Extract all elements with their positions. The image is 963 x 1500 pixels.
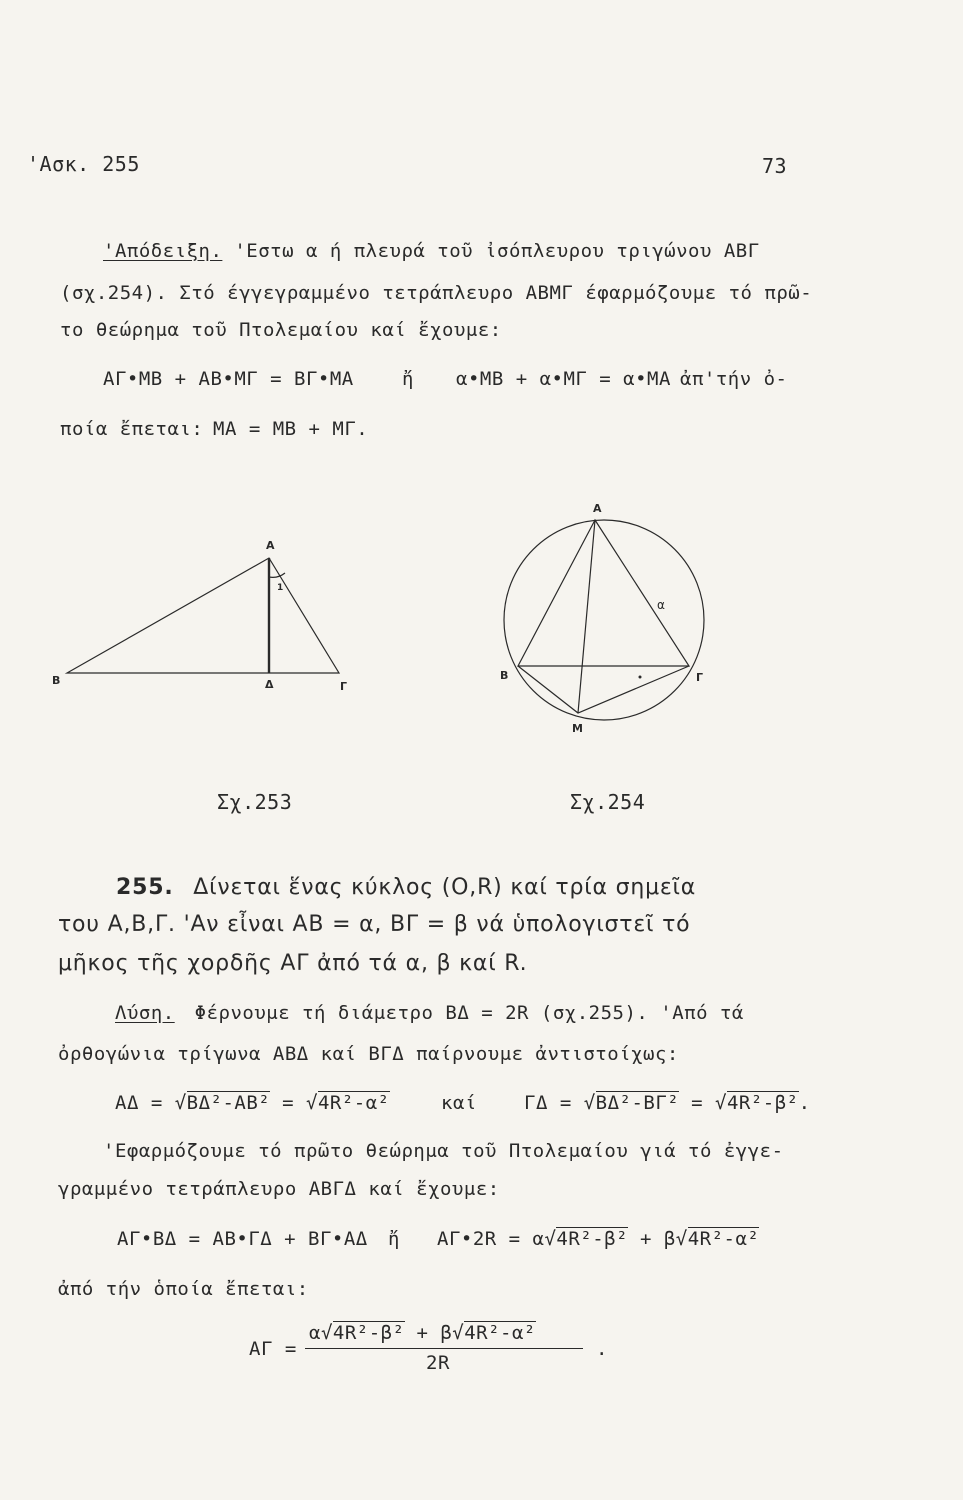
final-num-radicand-1: 4R²-β²: [332, 1322, 405, 1344]
eq1-mid2: = √: [679, 1092, 727, 1114]
solution-line-5: γραμμένο τετράπλευρο ΑΒΓΔ καί ἔχουμε:: [58, 1178, 500, 1200]
proof-eq-tail: ἀπ'τήν ὀ-: [680, 368, 788, 390]
final-end: .: [596, 1338, 608, 1360]
dot-mark: [639, 676, 642, 679]
solution-eq-2-right: [437, 1228, 759, 1250]
fig254-label-m: M: [572, 722, 583, 735]
eq2-right-a: ΑΓ•2R = α√: [437, 1228, 557, 1250]
solution-eq-2-left: ΑΓ•ΒΔ = ΑΒ•ΓΔ + ΒΓ•ΑΔ: [117, 1228, 368, 1250]
caption-fig254: Σχ.254: [570, 790, 646, 814]
proof-line-3: το θεώρημα τοῦ Πτολεμαίου καί ἔχουμε:: [60, 319, 502, 341]
figure-253: [67, 558, 339, 673]
final-num-a: α√: [309, 1322, 333, 1344]
problem-text-1: Δίνεται ἕνας κύκλος (Ο,R) καί τρία σημεῖα: [193, 875, 697, 900]
eq1-radicand-4: 4R²-β²: [726, 1092, 799, 1114]
eq2-radicand-2: 4R²-α²: [687, 1228, 760, 1250]
final-lhs: ΑΓ =: [249, 1338, 297, 1360]
eq1-end: .: [798, 1092, 811, 1114]
solution-eq-2-or: ἤ: [388, 1228, 400, 1250]
eq1-radicand-2: 4R²-α²: [317, 1092, 390, 1114]
proof-line-2: (σχ.254). Στό έγγεγραμμένο τετράπλευρο ΑΒΜΓ έφαρμόζουμε τό πρῶ-: [60, 282, 813, 304]
solution-eq-1: [115, 1092, 390, 1114]
solution-eq-1-and: καί: [441, 1092, 477, 1114]
circumcircle: [504, 520, 704, 720]
solution-line-4: 'Εφαρμόζουμε τό πρῶτο θεώρημα τοῦ Πτολεμαίου γιά τό ἐγγε-: [103, 1140, 784, 1162]
fig254-label-g: Γ: [696, 671, 704, 684]
fig254-label-a-side: α: [657, 598, 665, 612]
final-fraction-bar: [305, 1348, 583, 1349]
chord-am: [578, 520, 595, 713]
solution-line-7: ἀπό τήν ὁποία ἔπεται:: [58, 1278, 309, 1300]
problem-line-3: μῆκος τῆς χορδῆς ΑΓ ἀπό τά α, β καί R.: [58, 951, 528, 976]
fig254-label-a: A: [593, 502, 602, 515]
eq1-radicand-1: ΒΔ²-ΑΒ²: [186, 1092, 271, 1114]
final-num-plus: + β√: [404, 1322, 465, 1344]
solution-label: Λύση.: [115, 1002, 175, 1024]
fig253-label-d: Δ: [265, 678, 274, 691]
problem-number: 255.: [116, 875, 174, 900]
proof-eq-left: ΑΓ•ΜΒ + ΑΒ•ΜΓ = ΒΓ•ΜΑ: [103, 368, 354, 390]
problem-line-2: του Α,Β,Γ. 'Αν εἶναι ΑΒ = α, ΒΓ = β νά ὑπολογιστεῖ τό: [58, 912, 691, 937]
triangle-abg: [518, 520, 689, 666]
fig253-label-b: B: [52, 674, 61, 687]
proof-line-5-eq: ΜΑ = ΜΒ + ΜΓ.: [213, 418, 369, 440]
problem-line-1: [116, 875, 696, 900]
eq1-radicand-3: ΒΔ²-ΒΓ²: [595, 1092, 680, 1114]
final-num-radicand-2: 4R²-α²: [464, 1322, 536, 1344]
eq1-lhs2: ΓΔ = √: [524, 1092, 596, 1114]
proof-eq-right: α•ΜΒ + α•ΜΓ = α•ΜΑ: [456, 368, 671, 390]
header-section: 'Ασκ. 255: [27, 152, 140, 176]
solution-text-1: Φέρνουμε τή διάμετρο ΒΔ = 2R (σχ.255). 'Από τά: [194, 1002, 744, 1024]
page-number: 73: [762, 154, 788, 178]
final-numerator: [309, 1322, 536, 1344]
proof-eq-or: ἤ: [402, 368, 414, 390]
eq2-plus: + β√: [628, 1228, 688, 1250]
eq1-lhs: ΑΔ = √: [115, 1092, 187, 1114]
solution-line-2: ὀρθογώνια τρίγωνα ΑΒΔ καί ΒΓΔ παίρνουμε ἀντιστοίχως:: [58, 1043, 679, 1065]
triangle-abc: [67, 558, 339, 673]
proof-line-5-prefix: ποία ἔπεται:: [60, 418, 204, 440]
figure-254: [504, 520, 704, 720]
fig253-label-g: Γ: [340, 680, 348, 693]
final-denominator: 2R: [426, 1352, 450, 1374]
caption-fig253: Σχ.253: [217, 790, 293, 814]
angle-mark: [269, 573, 285, 577]
proof-text-1: 'Εστω α ή πλευρά τοῦ ἰσόπλευρου τριγώνου ΑΒΓ: [234, 240, 760, 262]
proof-label: 'Απόδειξη.: [103, 240, 223, 262]
fig253-label-one: 1: [277, 583, 284, 593]
eq2-radicand-1: 4R²-β²: [556, 1228, 629, 1250]
chords-bmg: [518, 666, 689, 713]
eq1-mid: = √: [270, 1092, 318, 1114]
solution-line-1: [115, 1002, 744, 1024]
fig254-label-b: B: [500, 669, 509, 682]
solution-eq-1-right: [524, 1092, 811, 1114]
fig253-label-a: A: [266, 539, 275, 552]
